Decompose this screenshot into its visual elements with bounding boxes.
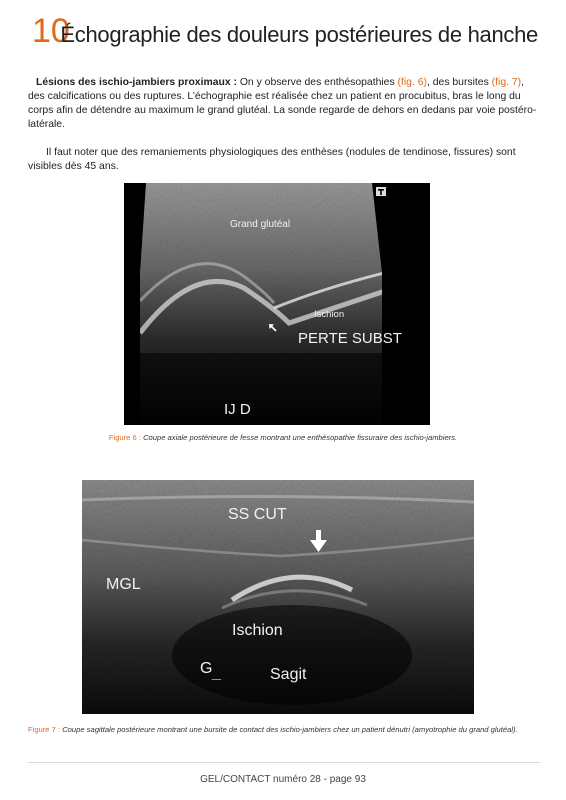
- paragraph-lead: Lésions des ischio-jambiers proximaux :: [36, 77, 237, 88]
- figure-label: Figure 7 :: [28, 725, 61, 734]
- label-sagit: Sagit: [270, 666, 307, 683]
- figure-ref-7[interactable]: (fig. 7): [491, 77, 522, 88]
- figure-label: Figure 6 :: [108, 433, 141, 442]
- label-ischion: Ischion: [232, 622, 283, 639]
- label-mgl: MGL: [106, 576, 141, 593]
- page-title: Échographie des douleurs postérieures de hanche: [60, 22, 538, 47]
- scan-marker-icon: [376, 187, 386, 196]
- ultrasound-image-figure-6: [124, 183, 430, 425]
- paragraph-text: , des bursites: [426, 77, 492, 88]
- paragraph-text: On y observe des enthésopathies: [236, 77, 398, 88]
- cursor-marker: _: [212, 664, 221, 681]
- figure-6-caption: [0, 432, 566, 443]
- label-perte-subst: PERTE SUBST: [298, 330, 402, 347]
- label-side: IJ D: [224, 401, 251, 418]
- caption-text: Coupe sagittale postérieure montrant une bursite de contact des ischio-jambiers chez un patient dénutri (amyotrophie du grand glutéal).: [60, 725, 518, 734]
- caption-text: Coupe axiale postérieure de fesse montrant une enthésopathie fissuraire des ischio-jambiers.: [140, 433, 458, 442]
- label-ischion: Ischion: [314, 309, 345, 320]
- label-grand-gluteal: Grand glutéal: [230, 219, 291, 230]
- paragraph-hamstring-lesions: [28, 76, 540, 132]
- page-footer: GEL/CONTACT numéro 28 - page 93: [200, 774, 366, 785]
- footer-divider: [28, 762, 540, 763]
- paragraph-physiological-changes: Il faut noter que des remaniements physiologiques des enthèses (nodules de tendinose, fissures) sont visibles dès 45 ans.: [28, 147, 516, 172]
- figure-ref-6[interactable]: (fig. 6): [397, 77, 427, 88]
- label-ss-cut: SS CUT: [228, 506, 287, 523]
- figure-7-caption: [28, 724, 540, 735]
- page-number: 10: [32, 12, 70, 50]
- label-g: G: [200, 660, 213, 677]
- paragraph-text: , des calcifications ou des ruptures. L’échographie est réalisée chez un patient en procubitus, bras le long du corps afin de détendre au maximum le grand glutéal. La sonde regarde de dehors en dedans par voie postéro-latérale.: [28, 77, 537, 130]
- ultrasound-image-figure-7: [82, 480, 474, 714]
